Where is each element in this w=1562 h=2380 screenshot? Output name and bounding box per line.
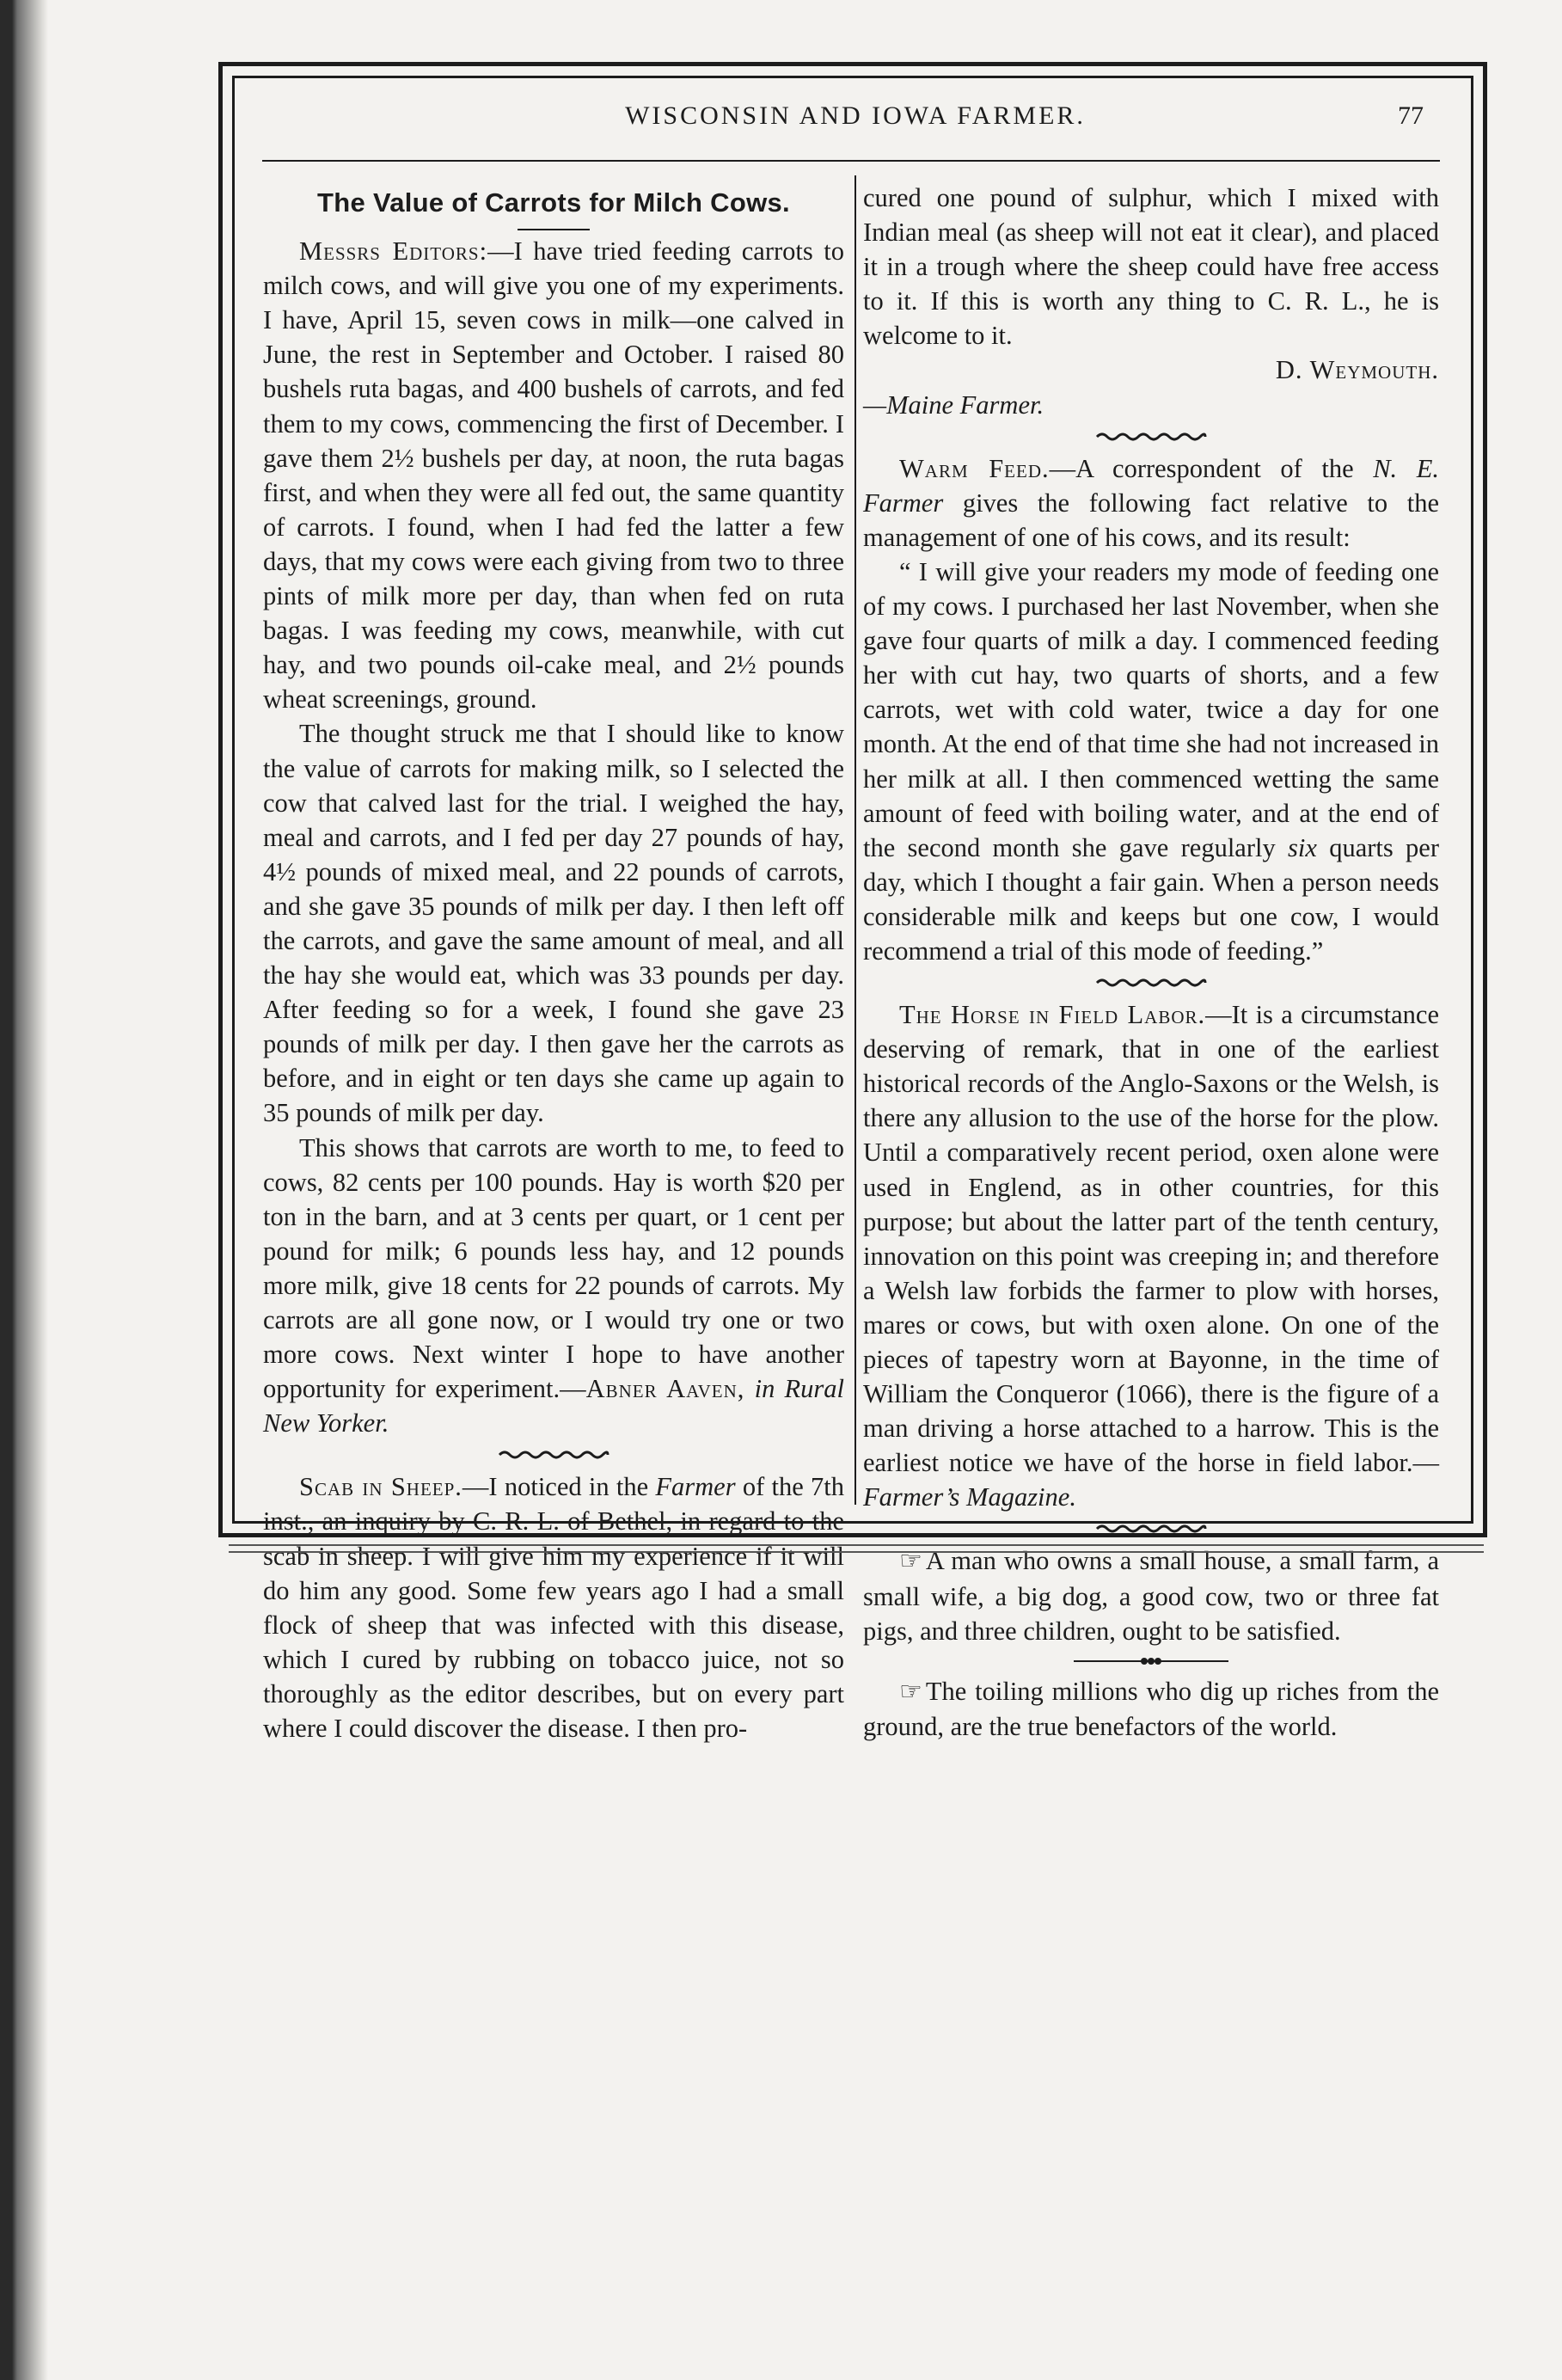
scab-signature: D. Weymouth. (1275, 355, 1439, 385)
warm-feed-quote (863, 555, 1439, 968)
quote-six: six (1288, 832, 1317, 862)
horse-text: —It is a circumstance deserving of remark, that in one of the earliest historical records of the Anglo-Saxons or the Welsh, is there any allusion to the use of the horse for the plow. Until a comparatively recent period, oxen alone were used in Englend, as in other countries, for this purpose; but about the latter part of the tenth century, innovation on this point was creeping in; and therefore a Welsh law forbids the farmer to plow with horses, mares or cows, but with oxen alone. On one of the pieces of tapestry worn at Bayonne, in the time of William the Conqueror (1066), there is the figure of a man driving a horse attached to a harrow. This is the earliest notice we have of the horse in field labor.— (863, 1000, 1439, 1478)
section-ornament (863, 968, 1439, 997)
scab-title: Scab in Sheep. (299, 1472, 462, 1502)
carrots-p1-text: —I have tried feeding carrots to milch cows, and will give you one of my experiments. I have, April 15, seven cows in milk—one calved in June, the rest in September and October. I raised 80 bushels ruta bagas, and 400 bushels of carrots, and fed them to my cows, commencing the first of December. I gave them 2½ bushels per day, at noon, the ruta bagas first, and when they were all fed out, the same quantity of carrots. I found, when I had fed the latter a few days, that my cows were each giving from two to three pints of milk more per day, than when fed on ruta bagas. I was feeding my cows, meanwhile, with cut hay, and two pounds oil-cake meal, and 2½ pounds wheat screenings, ground. (263, 236, 844, 715)
warm-feed-title: Warm Feed. (899, 453, 1050, 483)
section-ornament-dots (863, 1648, 1439, 1674)
warm-text-1: —A correspondent of the (1049, 453, 1374, 483)
pointing-hand-icon: ☞ (899, 1676, 922, 1707)
quote-text-1: “ I will give your readers my mode of feeding one of my cows. I purchased her last November, when she gave four quarts of milk a day. I commenced feeding her with cut hay, two quarts of shorts, and a few carrots, wet with cold water, twice a day for one month. At the end of that time she had not increased in her milk at all. I then commenced wetting the same amount of feed with boiling water, and at the end of the second month she gave regularly (863, 556, 1439, 862)
horse-paragraph (863, 997, 1439, 1514)
quote-text-2: quarts per day, which I thought a fair gain. When a person needs considerable milk and keeps but one cow, I would recommend a trial of this mode of feeding.” (863, 832, 1439, 966)
salutation: Messrs Editors: (299, 236, 488, 267)
toiling-text: The toiling millions who dig up riches from the ground, are the true benefactors of the world. (863, 1676, 1439, 1741)
warm-nef: N. E. Farmer (863, 453, 1439, 518)
running-title: WISCONSIN AND IOWA FARMER. (625, 101, 1086, 130)
small-house-text: A man who owns a small house, a small farm, a small wife, a big dog, a good cow, two or three fat pigs, and three children, ought to be satisfied. (863, 1546, 1439, 1646)
scab-text-1: —I noticed in the (462, 1472, 656, 1502)
running-header (258, 96, 1453, 148)
section-ornament (863, 1514, 1439, 1543)
small-house-paragraph (863, 1543, 1439, 1647)
carrots-paragraph-3 (263, 1131, 844, 1441)
toiling-millions-paragraph (863, 1674, 1439, 1744)
bottom-rule (229, 1544, 1484, 1546)
header-rule (262, 160, 1440, 162)
book-binding-edge (0, 0, 48, 2380)
scab-source: —Maine Farmer. (863, 390, 1044, 420)
page-number: 77 (1398, 101, 1424, 130)
scab-text-2: of the 7th inst., an inquiry by C. R. L. of Bethel, in regard to the scab in sheep. I will give him my experience if it will do him any good. Some few years ago I had a small flock of sheep that was infected with this disease, which I cured by rubbing on tobacco juice, not so thoroughly as the editor describes, but on every part where I could discover the disease. I then pro- (263, 1472, 845, 1744)
bottom-rules (229, 1544, 1484, 1558)
section-ornament (863, 422, 1439, 451)
carrots-p3-text: This shows that carrots are worth to me, to feed to cows, 82 cents per 100 pounds. Hay is worth $20 per ton in the barn, and at 3 cents per quart, or 1 cent per pound for milk; 6 pounds less hay, and 12 pounds more milk, give 18 cents for 22 pounds of carrots. My carrots are all gone now, or I would try one or two more cows. Next winter I hope to have another opportunity for experiment.— (263, 1132, 844, 1404)
carrots-source: in Rural New Yorker. (263, 1374, 844, 1438)
scab-cont-text: cured one pound of sulphur, which I mixed with Indian meal (as sheep will not eat it clear), and placed it in a trough where the sheep could have free access to it. If this is worth any thing to C. R. L., he is welcome to it. (863, 183, 1439, 351)
pointing-hand-icon: ☞ (899, 1546, 922, 1577)
title-rule (518, 229, 590, 230)
right-column (863, 181, 1439, 1744)
horse-source: Farmer’s Magazine. (863, 1482, 1076, 1512)
horse-title: The Horse in Field Labor. (899, 1000, 1206, 1030)
scab-source-line (863, 388, 1439, 422)
warm-feed-paragraph (863, 451, 1439, 555)
article-title-carrots: The Value of Carrots for Milch Cows. (317, 187, 790, 218)
left-column (263, 181, 844, 1745)
column-divider (855, 175, 856, 1505)
bottom-rule (229, 1551, 1484, 1553)
scab-continued (863, 181, 1439, 353)
carrots-paragraph-2: The thought struck me that I should like to know the value of carrots for making milk, so I selected the cow that calved last for the trial. I weighed the hay, meal and carrots, and I fed per day 27 pounds of hay, 4½ pounds of mixed meal, and 22 pounds of carrots, and she gave 35 pounds of milk per day. I then left off the carrots, and gave the same amount of meal, and all the hay she would eat, which was 33 pounds per day. After feeding so for a week, I found she gave 23 pounds of milk per day. I then gave her the carrots as before, and in eight or ten days she came up again to 35 pounds of milk per day. (263, 719, 844, 1128)
scab-paragraph (263, 1469, 844, 1745)
section-ornament (263, 1440, 844, 1469)
carrots-paragraph-1 (263, 234, 844, 716)
warm-text-2: gives the following fact relative to the management of one of his cows, and its result: (863, 488, 1439, 552)
scab-farmer: Farmer (655, 1472, 736, 1502)
carrots-author: Abner Aaven, (585, 1374, 745, 1404)
